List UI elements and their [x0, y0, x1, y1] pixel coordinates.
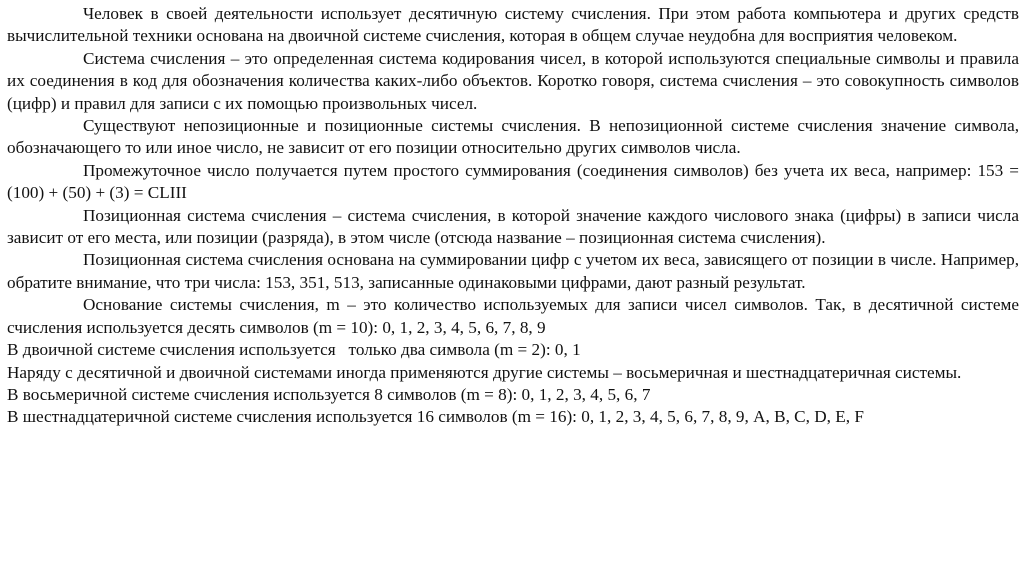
paragraph-binary: В двоичной системе счисления используется только два символа (m = 2): 0, 1	[7, 340, 581, 360]
paragraph-hexadecimal: В шестнадцатеричной системе счисления используется 16 символов (m = 16): 0, 1, 2, 3, 4, 5, 6, 7, 8, 9, A, B, C, D, E, F	[7, 407, 864, 427]
paragraph-roman-example: Промежуточное число получается путем простого суммирования (соединения символов) без учета их веса, например: 153 = (100) + (50) + (3) = CLIII	[7, 160, 1019, 203]
paragraph-positional-definition: Позиционная система счисления – система счисления, в которой значение каждого числового знака (цифры) в записи числа зависит от его места, или позиции (разряда), в этом числе (отсюда название – позиционная система счисления).	[7, 205, 1019, 248]
document-body	[7, 3, 1019, 429]
paragraph-octal: В восьмеричной системе счисления используется 8 символов (m = 8): 0, 1, 2, 3, 4, 5, 6, 7	[7, 384, 651, 404]
paragraph-definition: Система счисления – это определенная система кодирования чисел, в которой используются специальные символы и правила их соединения в код для обозначения количества каких-либо объектов. Коротко говоря, система счисления – это совокупность символов (цифр) и правил для записи с их помощью произвольных чисел.	[7, 48, 1019, 113]
paragraph-intro: Человек в своей деятельности использует десятичную систему счисления. При этом работа компьютера и других средств вычислительной техники основана на двоичной системе счисления, которая в общем случае неудобна для восприятия человеком.	[7, 4, 1019, 46]
paragraph-other-systems: Наряду с десятичной и двоичной системами иногда применяются другие системы – восьмеричная и шестнадцатеричная системы.	[7, 362, 962, 382]
paragraph-positional-example: Позиционная система счисления основана на суммировании цифр с учетом их веса, зависящего от позиции в числе. Например, обратите внимание, что три числа: 153, 351, 513, записанные одинаковыми цифрами, дают разный результат.	[7, 250, 1019, 292]
paragraph-nonpositional: Существуют непозиционные и позиционные системы счисления. В непозиционной системе счисления значение символа, обозначающего то или иное число, не зависит от его позиции относительно других символов числа.	[7, 116, 1019, 158]
paragraph-base-definition: Основание системы счисления, m – это количество используемых для записи чисел символов. Так, в десятичной системе счисления используется десять символов (m = 10): 0, 1, 2, 3, 4, 5, 6, 7, 8, 9	[7, 295, 1019, 337]
